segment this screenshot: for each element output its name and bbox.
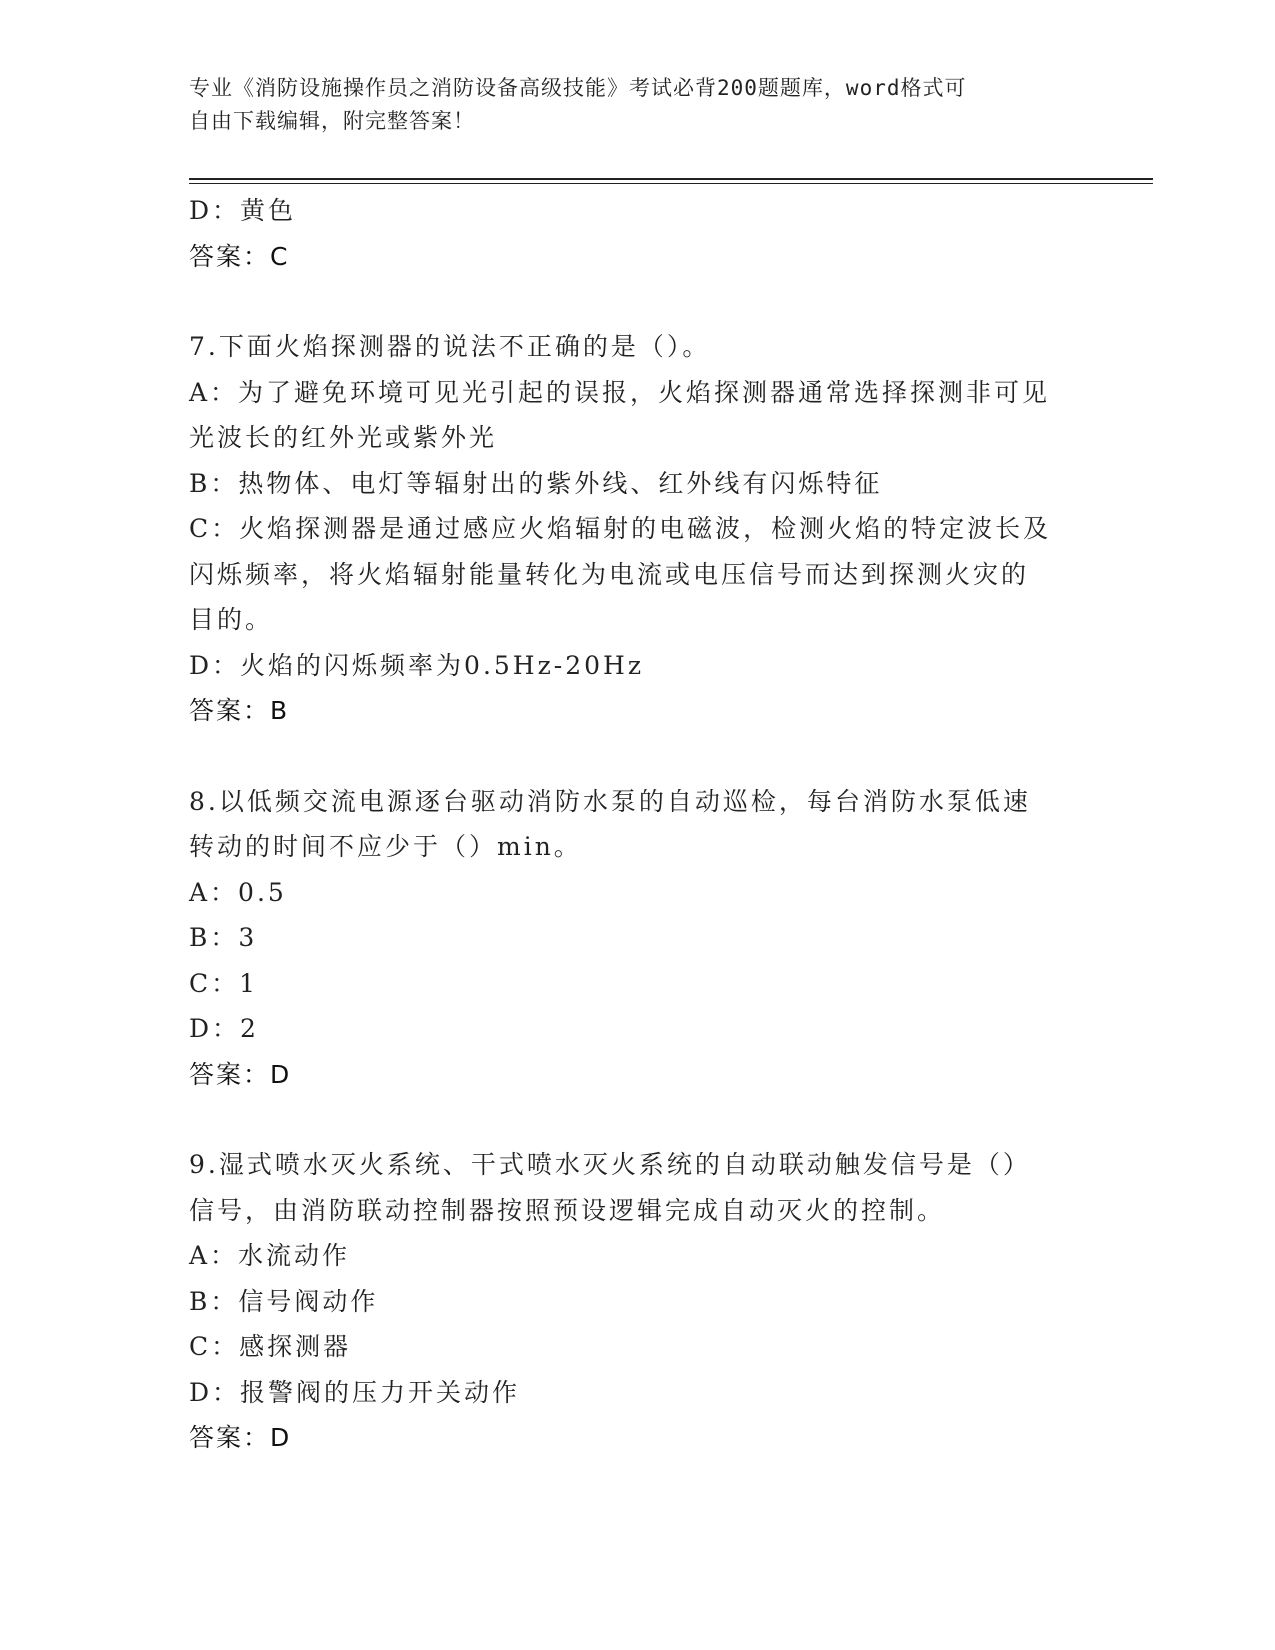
header-divider-thin: [189, 183, 1153, 184]
document-body: [189, 188, 1089, 1461]
question-7-option-d: D：火焰的闪烁频率为0.5Hz-20Hz: [189, 650, 645, 680]
question-7-option-c-line-2: 闪烁频率，将火焰辐射能量转化为电流或电压信号而达到探测火灾的: [189, 559, 1030, 589]
question-9-option-d: D：报警阀的压力开关动作: [189, 1377, 521, 1407]
question-8-answer: 答案：D: [189, 1059, 292, 1089]
question-9-stem-line-2: 信号，由消防联动控制器按照预设逻辑完成自动灭火的控制。: [189, 1195, 946, 1225]
question-9-option-b: B：信号阀动作: [189, 1286, 379, 1316]
prev-answer: 答案：C: [189, 241, 290, 271]
question-8-option-d: D：2: [189, 1014, 259, 1043]
question-8: [189, 779, 1089, 1098]
question-7-option-c-line-3: 目的。: [189, 605, 274, 634]
header-title-line-2: 自由下载编辑，附完整答案！: [189, 109, 475, 133]
question-8-stem-line-1: 8.以低频交流电源逐台驱动消防水泵的自动巡检，每台消防水泵低速: [189, 786, 1031, 816]
question-8-option-b: B：3: [189, 923, 258, 952]
question-9-answer: 答案：D: [189, 1423, 292, 1452]
document-header: [189, 72, 1079, 138]
question-7-option-b: B：热物体、电灯等辐射出的紫外线、红外线有闪烁特征: [189, 468, 883, 498]
prev-option-d: D：黄色: [189, 196, 297, 225]
question-9-stem-line-1: 9.湿式喷水灭火系统、干式喷水灭火系统的自动联动触发信号是（）: [189, 1150, 1031, 1179]
question-spacer: [189, 1097, 1089, 1142]
header-divider-thick: [189, 178, 1153, 180]
question-7-answer: 答案：B: [189, 696, 290, 725]
question-7-option-c-line-1: C：火焰探测器是通过感应火焰辐射的电磁波，检测火焰的特定波长及: [189, 514, 1052, 543]
question-7: [189, 324, 1089, 734]
question-9-option-a: A：水流动作: [189, 1241, 351, 1270]
question-8-option-c: C：1: [189, 968, 259, 998]
question-9: [189, 1142, 1089, 1461]
question-spacer: [189, 279, 1089, 324]
question-8-option-a: A：0.5: [189, 877, 287, 907]
header-title-line-1: 专业《消防设施操作员之消防设备高级技能》考试必背200题题库，word格式可: [189, 76, 967, 100]
question-8-stem-line-2: 转动的时间不应少于（）min。: [189, 832, 582, 861]
question-spacer: [189, 734, 1089, 779]
question-7-stem: 7.下面火焰探测器的说法不正确的是（）。: [189, 332, 711, 361]
question-7-option-a-line-2: 光波长的红外光或紫外光: [189, 423, 498, 452]
question-9-option-c: C：感探测器: [189, 1332, 352, 1361]
question-7-option-a-line-1: A：为了避免环境可见光引起的误报，火焰探测器通常选择探测非可见: [189, 377, 1051, 407]
